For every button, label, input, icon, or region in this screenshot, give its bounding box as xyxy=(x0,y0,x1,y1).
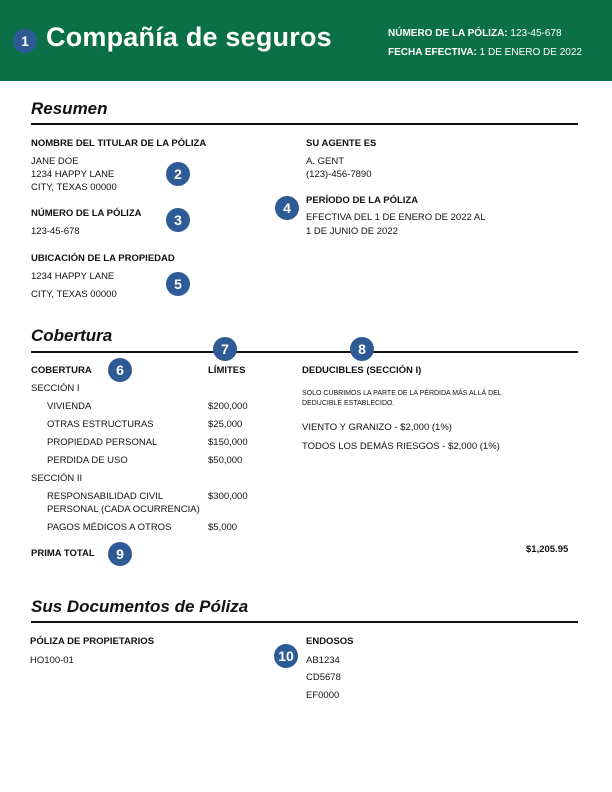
callout-badge-9: 9 xyxy=(108,542,132,566)
policy-number-section-value: 123-45-678 xyxy=(31,226,80,237)
deductibles-column-header: DEDUCIBLES (SECCIÓN I) xyxy=(302,365,422,376)
agent-phone: (123)-456-7890 xyxy=(306,169,372,180)
header-effective-date xyxy=(388,43,582,62)
section2-label: SECCIÓN II xyxy=(31,473,83,484)
endorsements-label: ENDOSOS xyxy=(306,636,354,647)
company-title: Compañía de seguros xyxy=(46,22,332,52)
coverage-item-limit: $25,000 xyxy=(208,419,243,430)
summary-divider xyxy=(31,123,578,125)
homeowners-policy-label: PÓLIZA DE PROPIETARIOS xyxy=(30,636,155,647)
coverage-divider xyxy=(31,351,578,353)
summary-title: Resumen xyxy=(31,99,108,118)
property-address-line1: 1234 HAPPY LANE xyxy=(31,271,115,282)
section1-label: SECCIÓN I xyxy=(31,383,80,394)
header-banner xyxy=(0,0,612,81)
coverage-title: Cobertura xyxy=(31,326,113,345)
policy-number-section-label: NÚMERO DE LA PÓLIZA xyxy=(31,208,142,219)
policy-number-label: NÚMERO DE LA PÓLIZA: xyxy=(388,28,508,39)
property-address-line2: CITY, TEXAS 00000 xyxy=(31,289,117,300)
deductible-item: TODOS LOS DEMÁS RIESGOS - $2,000 (1%) xyxy=(302,441,500,452)
holder-label: NOMBRE DEL TITULAR DE LA PÓLIZA xyxy=(31,138,207,149)
agent-name: A. GENT xyxy=(306,156,345,167)
callout-badge-4: 4 xyxy=(275,196,299,220)
policy-number-value: 123-45-678 xyxy=(510,28,562,39)
coverage-item-limit: $200,000 xyxy=(208,401,248,412)
endorsement-item: CD5678 xyxy=(306,672,341,683)
policy-period-line2: 1 DE JUNIO DE 2022 xyxy=(306,226,398,237)
endorsement-item: AB1234 xyxy=(306,655,340,666)
documents-divider xyxy=(31,621,578,623)
policy-period-label: PERÍODO DE LA PÓLIZA xyxy=(306,195,419,206)
callout-badge-8: 8 xyxy=(350,337,374,361)
deductible-note-line1: SOLO CUBRIMOS LA PARTE DE LA PÉRDIDA MÁS ALLÁ DEL xyxy=(302,390,502,397)
coverage-item-limit: $300,000 xyxy=(208,491,248,502)
holder-address-line1: 1234 HAPPY LANE xyxy=(31,169,115,180)
coverage-item-name: PROPIEDAD PERSONAL xyxy=(47,437,158,448)
effective-date-label: FECHA EFECTIVA: xyxy=(388,47,477,58)
holder-name: JANE DOE xyxy=(31,156,79,167)
callout-badge-7: 7 xyxy=(213,337,237,361)
callout-badge-2: 2 xyxy=(166,162,190,186)
header-meta xyxy=(388,24,582,62)
coverage-item-name-cont: PERSONAL (CADA OCURRENCIA) xyxy=(47,504,200,515)
coverage-column-header: COBERTURA xyxy=(31,365,92,376)
property-label: UBICACIÓN DE LA PROPIEDAD xyxy=(31,253,175,264)
callout-badge-3: 3 xyxy=(166,208,190,232)
coverage-item-name: OTRAS ESTRUCTURAS xyxy=(47,419,154,430)
coverage-item-name: VIVIENDA xyxy=(47,401,92,412)
holder-address-line2: CITY, TEXAS 00000 xyxy=(31,182,117,193)
endorsement-item: EF0000 xyxy=(306,690,340,701)
effective-date-value: 1 DE ENERO DE 2022 xyxy=(479,47,582,58)
callout-badge-5: 5 xyxy=(166,272,190,296)
documents-title: Sus Documentos de Póliza xyxy=(31,597,249,616)
agent-label: SU AGENTE ES xyxy=(306,138,377,149)
limits-column-header: LÍMITES xyxy=(208,365,246,376)
deductible-item: VIENTO Y GRANIZO - $2,000 (1%) xyxy=(302,422,452,433)
coverage-item-limit: $5,000 xyxy=(208,522,238,533)
coverage-item-limit: $50,000 xyxy=(208,455,243,466)
policy-period-line1: EFECTIVA DEL 1 DE ENERO DE 2022 AL xyxy=(306,212,486,223)
callout-badge-1: 1 xyxy=(13,29,37,53)
total-premium-value: $1,205.95 xyxy=(526,544,569,555)
total-premium-label: PRIMA TOTAL xyxy=(31,548,95,559)
deductible-note-line2: DEDUCIBLE ESTABLECIDO. xyxy=(302,400,395,407)
coverage-item-name: PAGOS MÉDICOS A OTROS xyxy=(47,522,172,533)
homeowners-policy-form: HO100-01 xyxy=(30,655,74,666)
callout-badge-6: 6 xyxy=(108,358,132,382)
coverage-item-name: PERDIDA DE USO xyxy=(47,455,128,466)
callout-badge-10: 10 xyxy=(274,644,298,668)
coverage-item-limit: $150,000 xyxy=(208,437,248,448)
header-policy-number xyxy=(388,24,582,43)
coverage-item-name: RESPONSABILIDAD CIVIL xyxy=(47,491,164,502)
